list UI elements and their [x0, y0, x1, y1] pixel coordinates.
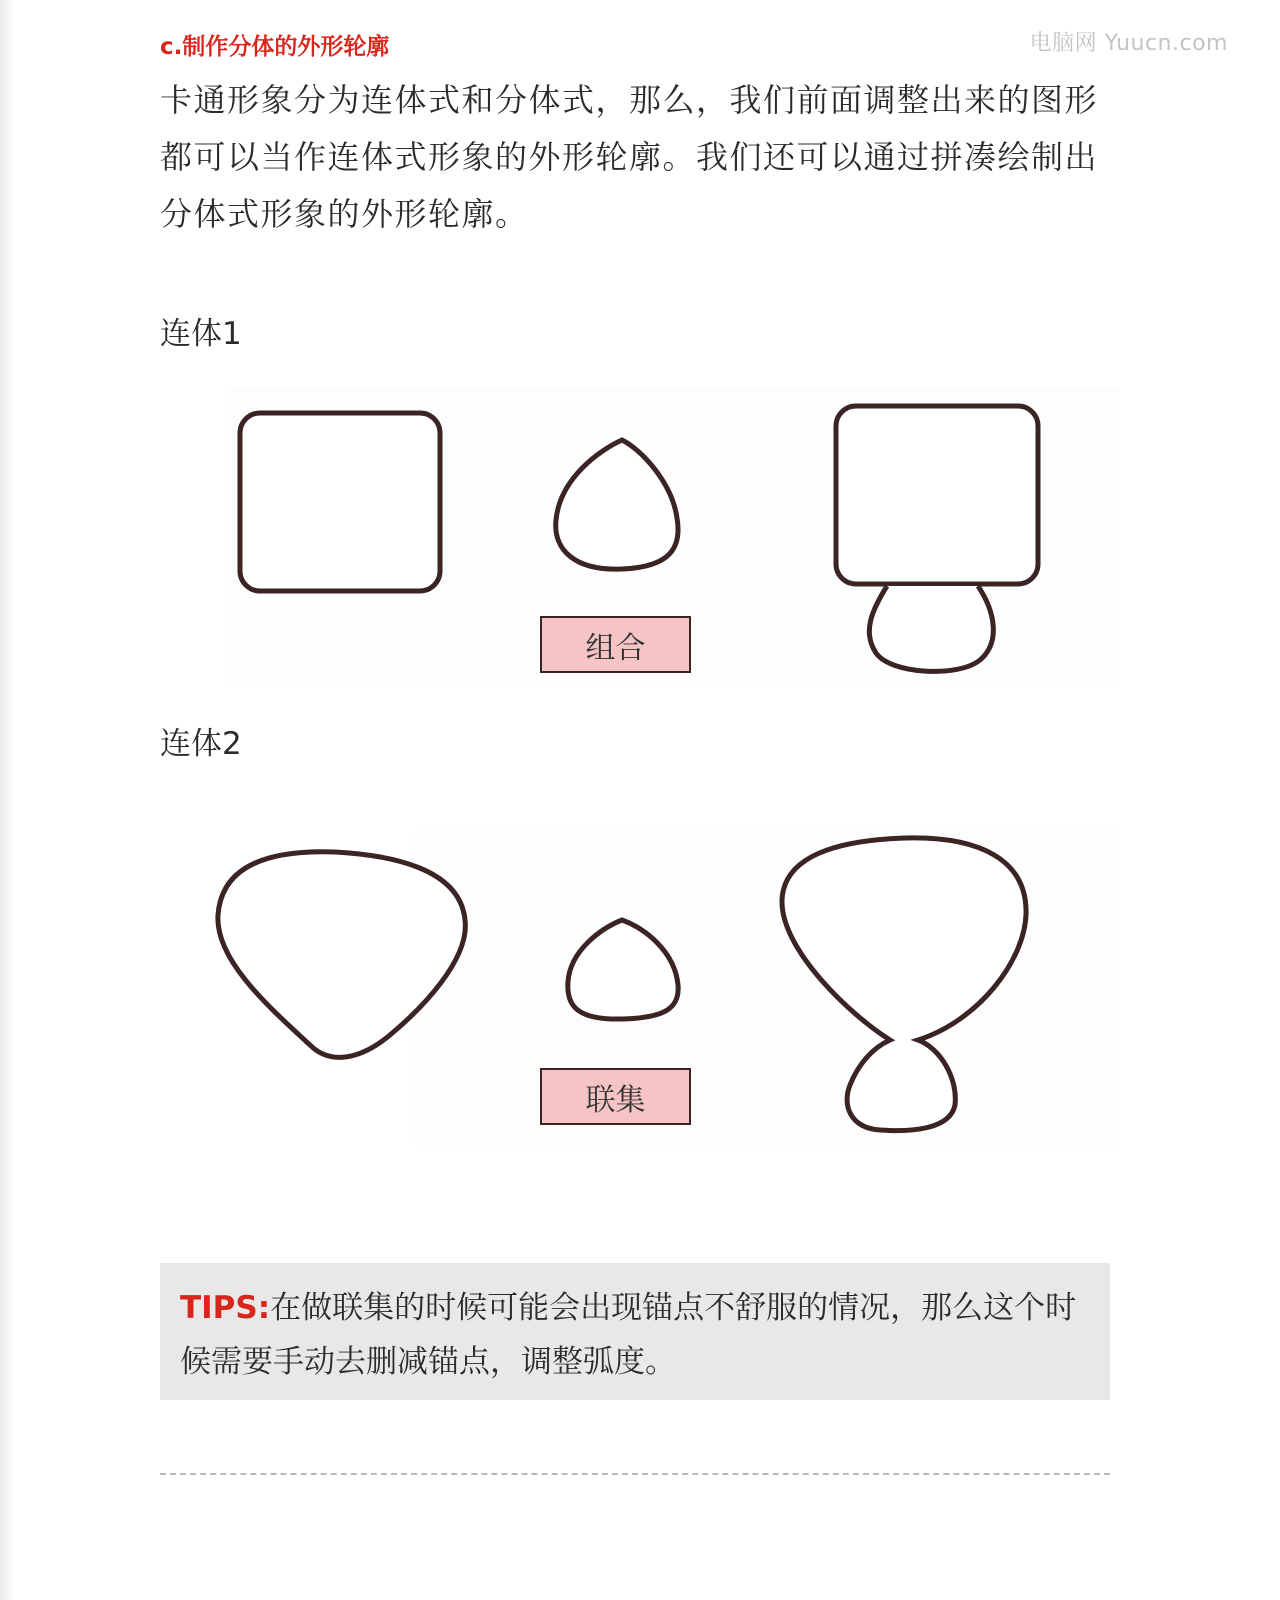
page-edge-shadow [0, 0, 14, 1600]
example1-square-shape [240, 413, 440, 591]
tips-label: TIPS: [180, 1290, 271, 1326]
example1-result-square-shape [836, 406, 1038, 584]
example1-figure [160, 388, 1120, 688]
intro-paragraph: 卡通形象分为连体式和分体式，那么，我们前面调整出来的图形都可以当作连体式形象的外形轮廓。我们还可以通过拼凑绘制出分体式形象的外形轮廓。 [160, 81, 1099, 233]
unite-tag: 联集 [540, 1068, 691, 1125]
example1-result-teardrop-shape [869, 586, 993, 671]
tips-text: 在做联集的时候可能会出现锚点不舒服的情况，那么这个时候需要手动去删减锚点，调整弧度。 [180, 1290, 1077, 1380]
section-heading: c.制作分体的外形轮廓 [160, 34, 390, 60]
dashed-divider [160, 1473, 1110, 1475]
tips-box [160, 1263, 1110, 1400]
example1-label: 连体1 [160, 316, 242, 352]
example2-figure [160, 820, 1120, 1150]
combine-tag: 组合 [540, 616, 691, 673]
example2-label: 连体2 [160, 726, 242, 762]
watermark: 电脑网 Yuucn.com [1029, 31, 1228, 56]
